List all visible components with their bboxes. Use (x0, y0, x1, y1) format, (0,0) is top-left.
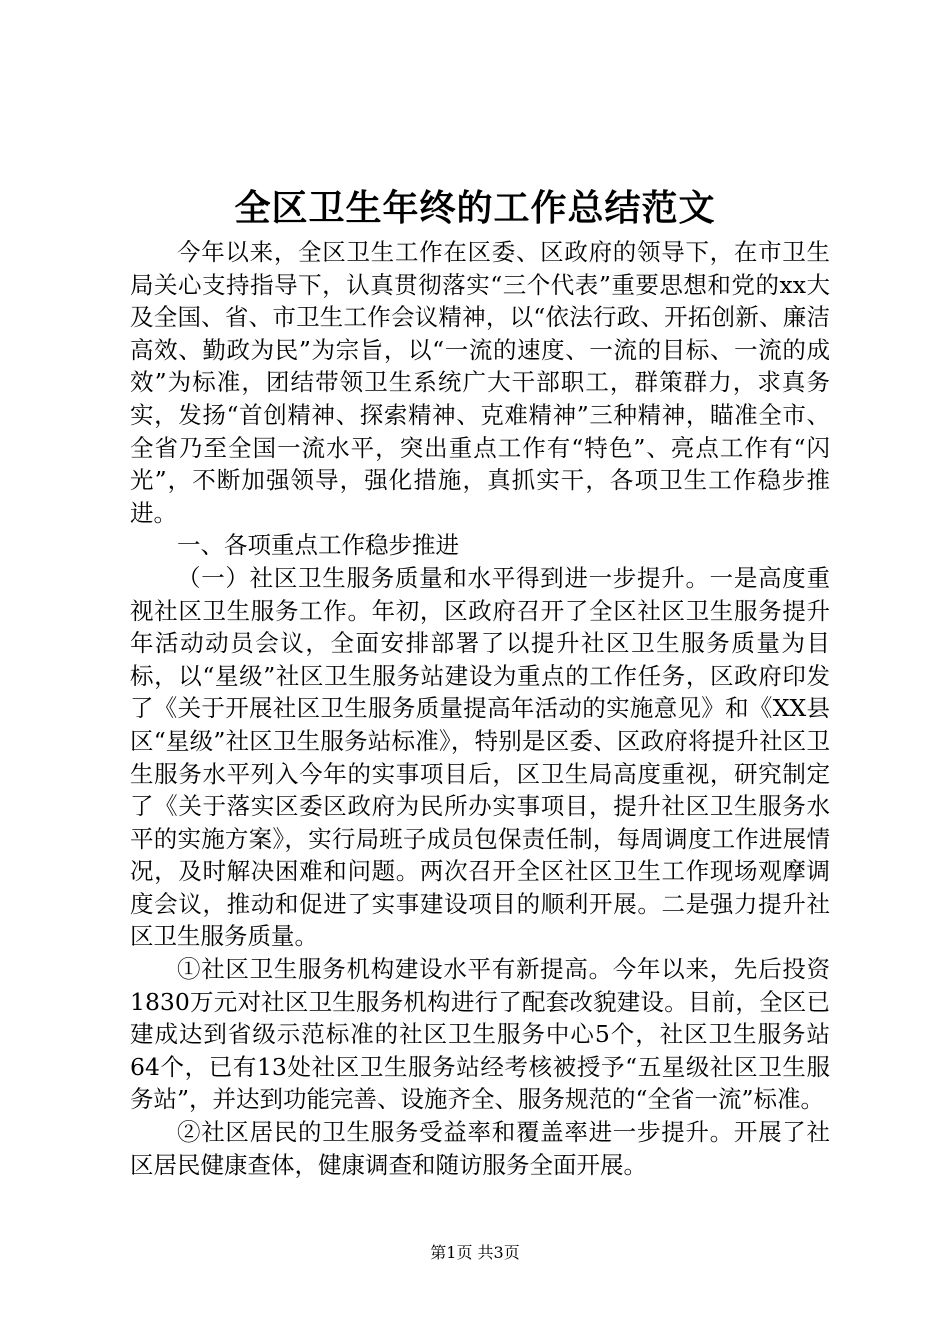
paragraph-intro: 今年以来，全区卫生工作在区委、区政府的领导下，在市卫生局关心支持指导下，认真贯彻落实“三个代表”重要思想和党的xx大及全国、省、市卫生工作会议精神，以“依法行政、开拓创新、廉洁高效、勤政为民”为宗旨，以“一流的速度、一流的目标、一流的成效”为标准，团结带领卫生系统广大干部职工，群策群力，求真务实，发扬“首创精神、探索精神、克难精神”三种精神，瞄准全市、全省乃至全国一流水平，突出重点工作有“特色”、亮点工作有“闪光”，不断加强领导，强化措施，真抓实干，各项卫生工作稳步推进。 (130, 238, 830, 527)
page-number: 第1页 共3页 (430, 1243, 520, 1262)
paragraph-item-2: ②社区居民的卫生服务受益率和覆盖率进一步提升。开展了社区居民健康查体，健康调查和随访服务全面开展。 (130, 1118, 830, 1179)
paragraph-item-1: ①社区卫生服务机构建设水平有新提高。今年以来，先后投资1830万元对社区卫生服务机构进行了配套改貌建设。目前，全区已建成达到省级示范标准的社区卫生服务中心5个，社区卫生服务站64个，已有13处社区卫生服务站经考核被授予“五星级社区卫生服务站”，并达到功能完善、设施齐全、服务规范的“全省一流”标准。 (130, 955, 830, 1114)
document-body (130, 236, 830, 1181)
page-title: 全区卫生年终的工作总结范文 (234, 187, 716, 229)
section-heading: 一、各项重点工作稳步推进 (177, 531, 459, 560)
paragraph-community-service: （一）社区卫生服务质量和水平得到进一步提升。一是高度重视社区卫生服务工作。年初，区政府召开了全区社区卫生服务提升年活动动员会议，全面安排部署了以提升社区卫生服务质量为目标，以“星级”社区卫生服务站建设为重点的工作任务，区政府印发了《关于开展社区卫生服务质量提高年活动的实施意见》和《XX县区“星级”社区卫生服务站标准》，特别是区委、区政府将提升社区卫生服务水平列入今年的实事项目后，区卫生局高度重视，研究制定了《关于落实区委区政府为民所办实事项目，提升社区卫生服务水平的实施方案》，实行局班子成员包保责任制，每周调度工作进展情况，及时解决困难和问题。两次召开全区社区卫生工作现场观摩调度会议，推动和促进了实事建设项目的顺利开展。二是强力提升社区卫生服务质量。 (130, 563, 830, 951)
